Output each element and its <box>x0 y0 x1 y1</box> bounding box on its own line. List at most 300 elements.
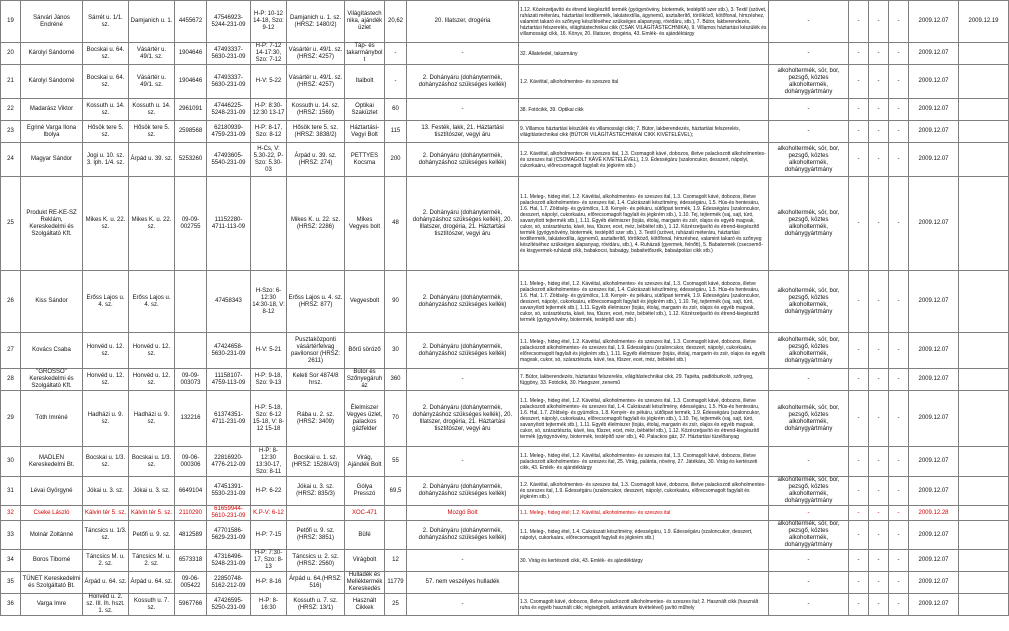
cell-shop-name: Élelmiszer Vegyes üzlet, palackos gázfelder <box>345 391 385 447</box>
cell-flag-1: - <box>849 521 869 550</box>
cell-flag-1: - <box>849 391 869 447</box>
cell-opening-hours: H-P: 8-17, Szo: 8-12 <box>251 121 287 143</box>
cell-flag-1: - <box>849 369 869 391</box>
cell-registered-seat: Honvéd u. 12. sz. <box>83 369 129 391</box>
cell-flag-2: - <box>869 43 889 65</box>
cell-flag-1: - <box>849 594 869 616</box>
table-row <box>1 99 1009 121</box>
cell-flag-3: - <box>889 99 909 121</box>
cell-opening-hours: H-P: 8-16 <box>251 572 287 594</box>
cell-tax-number: 4812589 <box>175 521 207 550</box>
cell-tax-number: 2110290 <box>175 506 207 521</box>
cell-excise-goods: alkoholtermék, sör, bor, pezsgő, köztes alkoholtermék, dohánygyártmány <box>769 177 849 271</box>
cell-registration-date: 2009.12.07 <box>909 121 959 143</box>
cell-registration-number: 22816920-4776-212-09 <box>207 447 251 477</box>
cell-shop-name: Háztartási-Vegyi Bolt <box>345 121 385 143</box>
cell-registration-date: 2009.12.07 <box>909 177 959 271</box>
cell-flag-1: - <box>849 99 869 121</box>
table-row <box>1 65 1009 99</box>
cell-owner-name: Magyar Sándor <box>21 143 83 177</box>
cell-shop-location: Hősök tere 5. sz.(HRSZ: 3838/2) <box>287 121 345 143</box>
cell-registered-seat: Erőss Lajos u. 4. sz. <box>83 271 129 333</box>
cell-registration-date: 2009.12.07 <box>909 477 959 506</box>
cell-registration-date: 2009.12.07 <box>909 99 959 121</box>
cell-floor-area: 200 <box>385 143 407 177</box>
cell-tax-number: 09-06-000306 <box>175 447 207 477</box>
cell-flag-3: - <box>889 121 909 143</box>
cell-row-number: 32 <box>1 506 21 521</box>
cell-shop-location: Damjanich u. 1. sz. (HRSZ: 1480/2) <box>287 1 345 43</box>
cell-excise-goods: - <box>769 594 849 616</box>
cell-flag-2: - <box>869 506 889 521</box>
cell-tax-number: 09-09-003073 <box>175 369 207 391</box>
cell-flag-2: - <box>869 550 889 572</box>
cell-site-address: Honvéd u. 12. sz. <box>129 333 175 369</box>
cell-shop-location: Árpád u. 39. sz. (HRSZ: 274) <box>287 143 345 177</box>
cell-registration-date: 2009.12.07 <box>909 521 959 550</box>
cell-floor-area: 20,62 <box>385 1 407 43</box>
cell-product-category: 2. Dohányáru (dohánytermék, dohányzáshoz szükséges kellék) <box>407 143 519 177</box>
cell-flag-2: - <box>869 143 889 177</box>
register-rows <box>1 1 1009 616</box>
cell-flag-2: - <box>869 391 889 447</box>
cell-row-number: 21 <box>1 65 21 99</box>
cell-product-category: Mozgó Bolt <box>407 506 519 521</box>
cell-row-number: 36 <box>1 594 21 616</box>
cell-row-number: 22 <box>1 99 21 121</box>
cell-row-number: 19 <box>1 1 21 43</box>
cell-product-list: 1.12. Közérzetjavító és étrend kiegészítő termék (gyógynövény, biotermék, testépítő szer stb.), 3. Textil (szövet, ruházati méteráru, háztartási textiltermék, lakástextília, ágynemű, asztalterítő, törölköző, kötőfonal, hímzéshez, valamint takaró és szőnyeg készítéséhez szükséges alapanyag, rövidáru, stb.), 7. Bútor, lakberendezés, háztartási felszerelés, világítástechnikai cikk (CSAK VILÁGÍTÁSTECHNIKA), 9. Villamos háztartási készülék és villamossági cikk, 16. Könyv, 20. Illatszer, drogéria, 43. Emlék- és ajándéktárgy <box>519 1 769 43</box>
cell-floor-area: 70 <box>385 391 407 447</box>
table-row <box>1 594 1009 616</box>
cell-shop-name: Táp- és takarmánybolt <box>346 43 383 63</box>
cell-flag-3: - <box>889 177 909 271</box>
cell-shop-name: XOC-471 <box>345 506 385 521</box>
cell-product-list: 1.1. Meleg-, hideg étel; 1.2. Kávéital, alkoholmentes- és szeszes ital <box>519 506 769 521</box>
cell-closing-date <box>959 391 1009 447</box>
cell-tax-number: 132216 <box>175 391 207 447</box>
cell-owner-name: Károlyi Sándorné <box>21 65 83 99</box>
cell-row-number: 27 <box>1 333 21 369</box>
cell-tax-number <box>175 271 207 333</box>
cell-owner-name: Lévai Györgyné <box>21 477 83 506</box>
cell-floor-area: 11779 <box>385 572 407 594</box>
table-row <box>1 121 1009 143</box>
cell-product-category: - <box>407 99 519 121</box>
cell-registered-seat: Bocskai u. 64. sz. <box>83 65 129 99</box>
cell-closing-date <box>959 333 1009 369</box>
cell-product-list: 1.3. Csomagolt kávé, dobozos, illetve palackozott alkoholmentes- és szeszes ital; 2. Használt cikk (használt ruha és egyéb használt cikk; régiségbolt, antikvárium kivételével) javító műhely <box>519 594 769 616</box>
cell-product-list: 1.1. Meleg-, hideg étel, 1.2. Kávéital, alkoholmentes- és szeszes ital, 1.3. Csomagolt kávé, dobozos, illetve palackozott alkoholmentes- és szeszes ital, 1.4. Cukrászati készítmény, édességáru, 1.5. Hús-és hentesáru, 1.6. Hal, 1.7. Zöldség- és gyümölcs, 1.8. Kenyér- és pékáru, sütőipari termék, 1.9. Édességáru (szaloncukor, desszert, nápolyi, cukorkaáru, előrecsomagolt fagylalt és jégkrém stb.), 1.10. Tej, tejtermék (vaj, sajt, túró, savanyított tejtermék stb.), 1.11. Egyéb élelmiszer (tojás, étolaj, margarin és zsír, olajos és egyéb magvak, cukor, só, száraztészta, kávé, tea, fűszer, ecet, méz, bébiétel stb.), 1.12. Közérzetjavító és étrend-kiegészítő termék (gyógynövény, biotermék, testépítő szer stb.), 40. Palackos gáz, 37. Háztartási tüzelőanyag <box>519 391 769 447</box>
cell-registration-date: 2009.12.07 <box>909 65 959 99</box>
cell-product-category: 20. Illatszer, drogéria <box>407 1 519 43</box>
cell-registered-seat: Bocskai u. 1/3. sz. <box>83 447 129 477</box>
cell-excise-goods: alkoholtermék, sör, bor, pezsgő, köztes alkoholtermék, dohánygyártmány <box>769 333 849 369</box>
cell-registration-date: 2009.12.07 <box>909 271 959 333</box>
cell-opening-hours: K.P-V: 6-12 <box>251 506 287 521</box>
cell-registered-seat: Honvéd u. 2. sz. III. lh. hszt. 1. sz. <box>83 594 129 616</box>
cell-product-category: 2. Dohányáru (dohánytermék, dohányzáshoz szükséges kellék) <box>407 271 519 333</box>
cell-registration-date: 2009.12.07 <box>909 143 959 177</box>
cell-site-address: Hadházi u. 9. sz. <box>129 391 175 447</box>
cell-floor-area: 90 <box>385 271 407 333</box>
cell-flag-2: - <box>869 65 889 99</box>
cell-flag-3: - <box>889 369 909 391</box>
cell-product-category: - <box>407 369 519 391</box>
cell-registered-seat: Mikes K. u. 22. sz. <box>83 177 129 271</box>
cell-product-category: - <box>407 550 519 572</box>
cell-registration-number: 47424658-5630-231-09 <box>207 333 251 369</box>
cell-registration-number: 47451391-5530-231-09 <box>207 477 251 506</box>
cell-flag-3: - <box>889 447 909 477</box>
cell-flag-1: - <box>849 506 869 521</box>
cell-flag-2: - <box>869 333 889 369</box>
cell-shop-name: Használt Cikkek <box>345 594 385 616</box>
cell-registration-date: 2009.12.07 <box>909 369 959 391</box>
cell-opening-hours: H-P: 9-18, Szo: 9-13 <box>251 369 287 391</box>
table-row <box>1 477 1009 506</box>
cell-closing-date <box>959 521 1009 550</box>
cell-closing-date <box>959 506 1009 521</box>
cell-opening-hours: H-Szo: 6-12:30 14:30-18, V: 8-12 <box>251 271 287 333</box>
cell-excise-goods: alkoholtermék, sör, bor, pezsgő, köztes alkoholtermék, dohánygyártmány <box>769 521 849 550</box>
cell-row-number: 33 <box>1 521 21 550</box>
cell-product-list: 1.1. Meleg-, hideg étel, 1.2. Kávéital, alkoholmentes- és szeszes ital, 1.3. Csomagolt kávé, dobozos, illetve palackozott alkoholmentes- és szeszes ital, 1.4. Cukrászati készítmény, édességáru, 1.5. Hús-és hentesáru, 1.6. Hal, 1.7. Zöldség- és gyümölcs, 1.8. Kenyér- és pékáru, sütőipari termék, 1.9. Édességáru (szaloncukor, desszert, nápolyi, cukorkaáru, előrecsomagolt fagylalt és jégkrém stb.), 1.10. Tej, tejtermék (vaj, sajt, túró, savanyított tejtermék stb.), 1.11. Egyéb élelmiszer (tojás, étolaj, margarin és zsír, olajos és egyéb magvak, cukor, só, száraztészta, kávé, tea, fűszer, ecet, méz, bébiétel stb.), 1.12. Közérzetjavító és étrend-kiegészítő termék (gyógynövény, biotermék, testépítő szer stb.), 3. Textil (szövet, ruházati méteráru, háztartási textiltermék, lakástextília, ágynemű, asztalterítő, törölköző, kötőfonal, hímzéshez, valamint takaró és szőnyeg készítéséhez szükséges alapanyag, rövidáru, stb.), 4. Ruházati (gyermek, felnőtt), 5. Babatermék (csecsemő- és kisgyermek-ruházati cikk, babakocsi, babaágy, babaitetőszék, babaápolási cikk stb.) <box>519 177 769 271</box>
cell-closing-date <box>959 477 1009 506</box>
cell-shop-location <box>287 506 345 521</box>
cell-row-number: 29 <box>1 391 21 447</box>
cell-registered-seat: Sárrét u. 1/1. sz. <box>83 1 129 43</box>
table-row <box>1 271 1009 333</box>
cell-registration-number: 61374351-4711-231-09 <box>207 391 251 447</box>
cell-registration-number: 47493605-5540-231-09 <box>207 143 251 177</box>
cell-flag-2: - <box>869 271 889 333</box>
cell-flag-3: - <box>889 271 909 333</box>
cell-registration-date: 2009.12.07 <box>909 594 959 616</box>
cell-shop-location: Erőss Lajos u. 4. sz.(HRSZ: 877) <box>287 271 345 333</box>
table-row <box>1 506 1009 521</box>
cell-product-category: 2. Dohányáru (dohánytermék, dohányzáshoz szükséges kellék) <box>407 333 519 369</box>
cell-closing-date <box>959 572 1009 594</box>
cell-registered-seat: Táncsics u. 1/3. sz. <box>83 521 129 550</box>
cell-product-list: 38. Fotócikk, 39. Optikai cikk <box>519 99 769 121</box>
table-row <box>1 521 1009 550</box>
cell-shop-name: Hulladék és Melléktermék Kereskedés <box>345 572 385 594</box>
cell-owner-name: "GROSSO" Kereskedelmi és Szolgáltató Kft. <box>21 369 83 391</box>
cell-shop-location: Jókai u. 3. sz. (HRSZ: 835/3) <box>287 477 345 506</box>
cell-registration-number: 22850748-5162-212-09 <box>207 572 251 594</box>
cell-product-category: 2. Dohányáru (dohánytermék, dohányzáshoz szükséges kellék) <box>407 65 519 99</box>
cell-flag-1: - <box>849 572 869 594</box>
cell-floor-area: 360 <box>385 369 407 391</box>
cell-registered-seat: Jókai u. 3. sz. <box>83 477 129 506</box>
cell-floor-area: - <box>385 43 407 65</box>
cell-site-address: Damjanich u. 1. <box>129 1 175 43</box>
cell-product-list: 1.1. Meleg-, hideg étel, 1.2. Kávéital, alkoholmentes- és szeszes ital, 1.3. Csomagolt kávé, dobozos, illetve palackozott alkoholmentes- és szeszes ital, 1.4. Cukrászati készítmény, édességáru, 1.5. Hús-és hentesáru, 1.6. Hal, 1.7. Zöldség- és gyümölcs, 1.8. Kenyér- és pékáru, sütőipari termék, 1.9. Édességáru (szaloncukor, desszert, nápolyi, cukorkaáru, előrecsomagolt fagylalt és jégkrém stb.), 1.10. Tej, tejtermék (vaj, sajt, túró, savanyított tejtermék stb.), 1.11. Egyéb élelmiszer (tojás, étolaj, margarin és zsír, olajos és egyéb magvak, cukor, só, száraztészta, kávé, tea, fűszer, ecet, méz, bébiétel stb.), 1.12. Közérzetjavító és étrend-kiegészítő termék (gyógynövény, biotermék, testépítő szer stb.) <box>519 271 769 333</box>
cell-flag-3: - <box>889 333 909 369</box>
cell-flag-3: - <box>889 477 909 506</box>
cell-closing-date: 2009.12.19 <box>959 1 1009 43</box>
cell-product-category: - <box>407 447 519 477</box>
cell-owner-name: MADLEN Kereskedelmi Bt. <box>21 447 83 477</box>
cell-shop-name: Világítástechnika, ajándék üzlet <box>345 1 385 43</box>
cell-tax-number: 1904646 <box>175 43 207 65</box>
cell-excise-goods: - <box>769 43 849 65</box>
cell-shop-location: Vásártér u. 49/1. sz. (HRSZ: 4257) <box>287 43 345 65</box>
cell-registered-seat: Hadházi u. 9. sz. <box>83 391 129 447</box>
cell-owner-name: Boros Tiborné <box>21 550 83 572</box>
cell-floor-area: 55 <box>385 447 407 477</box>
cell-shop-location: Kossuth u. 14. sz.(HRSZ: 1569) <box>287 99 345 121</box>
cell-product-category: 2. Dohányáru (dohánytermék, dohányzáshoz szükséges kellék), 20. Illatszer, drogéria, 21. Háztartási tisztítószer, vegyi áru <box>407 391 519 447</box>
cell-opening-hours: H-P: 8:30-12:30 13-17 <box>251 99 287 121</box>
cell-closing-date <box>959 447 1009 477</box>
cell-product-category: 57. nem veszélyes hulladék <box>407 572 519 594</box>
cell-site-address: Petőfi u. 9. sz. <box>129 521 175 550</box>
cell-flag-1: - <box>849 65 869 99</box>
cell-flag-2: - <box>869 447 889 477</box>
cell-shop-name: PETTYES Kocsma <box>345 143 385 177</box>
cell-shop-name: Italbolt <box>345 65 385 99</box>
cell-flag-1: - <box>849 550 869 572</box>
cell-flag-1: - <box>849 177 869 271</box>
cell-closing-date <box>959 550 1009 572</box>
cell-site-address: Vásártér u. 49/1. sz. <box>129 43 175 65</box>
cell-shop-location: Mikes K. u. 22. sz.(HRSZ: 2286) <box>287 177 345 271</box>
cell-flag-1: - <box>849 143 869 177</box>
cell-excise-goods: - <box>769 550 849 572</box>
cell-registration-number: 11152280-4711-113-09 <box>207 177 251 271</box>
cell-owner-name: Tóth Imréné <box>21 391 83 447</box>
cell-shop-location: Kossuth u. 7. sz. (HRSZ: 13/1) <box>287 594 345 616</box>
cell-registration-date: 2009.12.07 <box>909 391 959 447</box>
cell-product-category: - <box>407 43 519 65</box>
cell-shop-name: Gólya Presszó <box>345 477 385 506</box>
cell-excise-goods: alkoholtermék, sör, bor, pezsgő, köztes alkoholtermék, dohánygyártmány <box>769 271 849 333</box>
cell-product-list: 1.2. Kávéital, alkoholmentes- és szeszes ital, 1.3. Csomagolt kávé, dobozos, illetve palackozott alkoholmentes- és szeszes ital, 1.9. Édességáru (szaloncukor, desszert, nápolyi, cukorkaáru, előrecsomagolt fagylalt és jégkrém stb.) <box>519 477 769 506</box>
cell-flag-1: - <box>849 333 869 369</box>
cell-tax-number: 6573318 <box>175 550 207 572</box>
cell-owner-name: Kovács Csaba <box>21 333 83 369</box>
cell-owner-name: Sárvári János Endréné <box>21 1 83 43</box>
cell-flag-3: - <box>889 521 909 550</box>
cell-floor-area <box>385 521 407 550</box>
cell-product-list: 1.2. Kávéital, alkoholmentes- és szeszes ital, 1.3. Csomagolt kávé, dobozos, illetve palackozott alkoholmentes- és szeszes ital (CSOMAGOLT KÁVÉ KIVÉTELÉVEL), 1.9. Édességáru (szaloncukor, desszert, nápolyi, cukorkaáru, előrecsomagolt fagylalt és jégkrém stb.) <box>519 143 769 177</box>
cell-tax-number: 4455672 <box>175 1 207 43</box>
cell-site-address: Bocskai u. 1/3. sz. <box>129 447 175 477</box>
cell-flag-3: - <box>889 550 909 572</box>
table-row <box>1 177 1009 271</box>
cell-opening-hours: H-P: 5-18, Szo: 6-12 15-18, V: 8-12 15-18 <box>251 391 287 447</box>
cell-registration-number: 11158107-4759-113-09 <box>207 369 251 391</box>
cell-shop-location: Rába u. 2. sz. (HRSZ: 3409) <box>287 391 345 447</box>
cell-registration-number: 62180939-4759-231-09 <box>207 121 251 143</box>
cell-flag-3: - <box>889 1 909 43</box>
cell-shop-location: Keleti Sor 4874/8 hrsz. <box>287 369 345 391</box>
cell-row-number: 30 <box>1 447 21 477</box>
cell-opening-hours: H-P: 8-16:30 <box>251 594 287 616</box>
cell-closing-date <box>959 43 1009 65</box>
cell-owner-name: Molnár Zoltánné <box>21 521 83 550</box>
cell-registration-number: 47458343 <box>207 271 251 333</box>
cell-closing-date <box>959 177 1009 271</box>
cell-site-address: Táncsics M. u. 2. sz. <box>129 550 175 572</box>
cell-flag-3: - <box>889 391 909 447</box>
cell-row-number: 28 <box>1 369 21 391</box>
cell-row-number: 26 <box>1 271 21 333</box>
cell-product-list: 7. Bútor, lakberendezés, háztartási felszerelés, világítástechnikai cikk, 29. Tapéta, padlóburkoló, szőnyeg, függöny, 33. Fotócikk, 30. Hangszer, zenemű <box>519 369 769 391</box>
cell-tax-number <box>175 333 207 369</box>
table-row <box>1 143 1009 177</box>
cell-registration-number: 47446225-5248-231-09 <box>207 99 251 121</box>
cell-owner-name: Cseke László <box>21 506 83 521</box>
cell-tax-number: 5967766 <box>175 594 207 616</box>
cell-opening-hours: H-P: 7-12 14-17:30, Szo: 7-12 <box>251 43 287 65</box>
cell-excise-goods: - <box>769 572 849 594</box>
cell-registration-number: 47493337-5630-231-09 <box>207 65 251 99</box>
cell-flag-1: - <box>849 271 869 333</box>
cell-shop-name: Mikes Vegyes bolt <box>345 177 385 271</box>
cell-owner-name: TÜNET Kereskedelmi és Szolgáltató Bt. <box>21 572 83 594</box>
cell-registered-seat: Honvéd u. 12. sz. <box>83 333 129 369</box>
cell-row-number: 20 <box>1 43 21 65</box>
cell-floor-area: 12 <box>385 550 407 572</box>
table-row <box>1 550 1009 572</box>
cell-flag-3: - <box>889 506 909 521</box>
cell-registration-date: 2009.12.07 <box>909 43 959 65</box>
cell-site-address: Kossuth u. 7. sz. <box>129 594 175 616</box>
cell-closing-date <box>959 99 1009 121</box>
cell-floor-area: 115 <box>385 121 407 143</box>
cell-floor-area: 25 <box>385 594 407 616</box>
cell-shop-name: Büfé <box>345 521 385 550</box>
table-row <box>1 1 1009 43</box>
cell-owner-name: Madarász Viktor <box>21 99 83 121</box>
cell-owner-name: Varga Imre <box>21 594 83 616</box>
cell-closing-date <box>959 271 1009 333</box>
cell-floor-area: 69,5 <box>385 477 407 506</box>
cell-site-address: Erőss Lajos u. 4. sz. <box>129 271 175 333</box>
cell-registration-number: 47701586-5629-231-09 <box>207 521 251 550</box>
cell-site-address: Kálvin tér 5. sz. <box>129 506 175 521</box>
cell-site-address: Vásártér u. 49/1. sz. <box>129 65 175 99</box>
cell-registration-date: 2009.12.07 <box>909 333 959 369</box>
cell-product-list: 9. Villamos háztartási készülék és villamossági cikk; 7. Bútor, lakberendezés, háztartási felszerelés, világítástechnikai cikk (BÚTOR VILÁGÍTÁSTECHNIKAI CIKK KIVÉTELÉVEL); <box>519 121 769 143</box>
cell-excise-goods: alkoholtermék, sör, bor, pezsgő, köztes alkoholtermék, dohánygyártmány <box>769 391 849 447</box>
cell-shop-name: Vegyesbolt <box>345 271 385 333</box>
cell-opening-hours: H-P: 8-12:30 13:30-17, Szo: 8-11 <box>251 447 287 477</box>
cell-shop-location: Bocskai u. 1. sz. (HRSZ: 1528/A/3) <box>287 447 345 477</box>
table-row <box>1 391 1009 447</box>
cell-product-category: 2. Dohányáru (dohánytermék, dohányzáshoz szükséges kellék) <box>407 521 519 550</box>
cell-tax-number: 2961091 <box>175 99 207 121</box>
cell-owner-name: Egriné Varga Ilona Ibolya <box>21 121 83 143</box>
cell-flag-3: - <box>889 43 909 65</box>
cell-excise-goods: - <box>769 99 849 121</box>
cell-registration-date: 2009.12.28 <box>909 506 959 521</box>
cell-opening-hours: H-P: 10-12 14-18, Szo: 9-12 <box>251 1 287 43</box>
cell-product-list: 1.1. Meleg-, hideg étel, 1.4. Cukrászati készítmény, édességáru, 1.9. Édességáru (szaloncukor, desszert, nápolyi, cukorkaáru, előrecsomagolt fagylalt és jégkrém stb.) <box>519 521 769 550</box>
cell-flag-2: - <box>869 572 889 594</box>
cell-product-list <box>519 572 769 594</box>
cell-opening-hours <box>251 177 287 271</box>
cell-site-address: Jókai u. 3. sz. <box>129 477 175 506</box>
cell-product-category: 13. Festék, lakk, 21. Háztartási tisztítószer, vegyi áru <box>407 121 519 143</box>
cell-shop-location: Táncsics u. 2. sz. (HRSZ: 2560) <box>287 550 345 572</box>
cell-shop-name: Virág, Ajándék Bolt <box>345 447 385 477</box>
cell-tax-number: 6649104 <box>175 477 207 506</box>
cell-shop-name: Bútor és Szőnyegáruház <box>345 369 385 391</box>
cell-registered-seat: Táncsics M. u. 2. sz. <box>83 550 129 572</box>
cell-flag-2: - <box>869 594 889 616</box>
cell-site-address: Honvéd u. 12. sz. <box>129 369 175 391</box>
cell-tax-number: 2598568 <box>175 121 207 143</box>
cell-registered-seat: Jogi u. 10. sz. 3. lph. 1/4. sz. <box>83 143 129 177</box>
cell-row-number: 24 <box>1 143 21 177</box>
cell-product-list: 1.2. Kávéital, alkoholmentes- és szeszes ital <box>519 65 769 99</box>
cell-registered-seat: Hősök tere 5. sz. <box>83 121 129 143</box>
cell-opening-hours: H-P: 6-22 <box>251 477 287 506</box>
cell-flag-2: - <box>869 369 889 391</box>
cell-product-category: - <box>407 594 519 616</box>
cell-product-category: 2. Dohányáru (dohánytermék, dohányzáshoz szükséges kellék) <box>407 477 519 506</box>
cell-floor-area: - <box>385 65 407 99</box>
cell-product-category: 2. Dohányáru (dohánytermék, dohányzáshoz szükséges kellék), 20. Illatszer, drogéria, 21. Háztartási tisztítószer, vegyi áru <box>407 177 519 271</box>
cell-flag-1: - <box>849 447 869 477</box>
cell-closing-date <box>959 121 1009 143</box>
cell-owner-name: Károlyi Sándorné <box>21 43 83 65</box>
cell-site-address: Kossuth u. 14. sz. <box>129 99 175 121</box>
cell-flag-1: - <box>849 477 869 506</box>
cell-registration-date: 2009.12.07 <box>909 447 959 477</box>
cell-excise-goods: - <box>769 506 849 521</box>
cell-floor-area: 60 <box>385 99 407 121</box>
cell-flag-2: - <box>869 177 889 271</box>
cell-registration-number: 47546923-5244-231-09 <box>207 1 251 43</box>
cell-row-number: 35 <box>1 572 21 594</box>
cell-excise-goods: - <box>769 369 849 391</box>
cell-tax-number: 09-06-005422 <box>175 572 207 594</box>
cell-floor-area: 30 <box>385 333 407 369</box>
cell-excise-goods: - <box>769 121 849 143</box>
cell-row-number: 34 <box>1 550 21 572</box>
cell-row-number: 25 <box>1 177 21 271</box>
table-row <box>1 369 1009 391</box>
cell-flag-2: - <box>869 121 889 143</box>
cell-tax-number: 1904646 <box>175 65 207 99</box>
table-row <box>1 333 1009 369</box>
cell-shop-location: Pusztaközponti vásártérfelvag pavilonsor (HRSZ: 2611) <box>287 333 345 369</box>
table-row <box>1 572 1009 594</box>
cell-registration-number: 61659944-5610-231-09 <box>207 506 251 521</box>
cell-flag-2: - <box>869 521 889 550</box>
cell-tax-number: 09-09-002755 <box>175 177 207 271</box>
cell-flag-3: - <box>889 572 909 594</box>
cell-closing-date <box>959 143 1009 177</box>
cell-product-list: 1.1. Meleg-, hideg étel, 1.2. Kávéital, alkoholmentes- és szeszes ital, 1.3. Csomagolt kávé, dobozos, illetve palackozott alkoholmentes- és szeszes ital, 25. Virág, palánta, növény, 27. Játékáru, 30. Virág és kertészeti cikk, 43. Emlék- és ajándéktárgy <box>519 447 769 477</box>
cell-registration-date: 2009.12.07 <box>909 572 959 594</box>
cell-owner-name: Kiss Sándor <box>21 271 83 333</box>
cell-opening-hours: H-V: 5-21 <box>251 333 287 369</box>
cell-site-address: Árpád u. 64. sz. <box>129 572 175 594</box>
cell-closing-date <box>959 594 1009 616</box>
cell-opening-hours: H-P: 7-15 <box>251 521 287 550</box>
cell-closing-date <box>959 65 1009 99</box>
cell-flag-2: - <box>869 1 889 43</box>
cell-flag-1: - <box>849 121 869 143</box>
cell-flag-1: - <box>849 43 869 65</box>
cell-registered-seat: Bocskai u. 64. sz. <box>83 43 129 65</box>
